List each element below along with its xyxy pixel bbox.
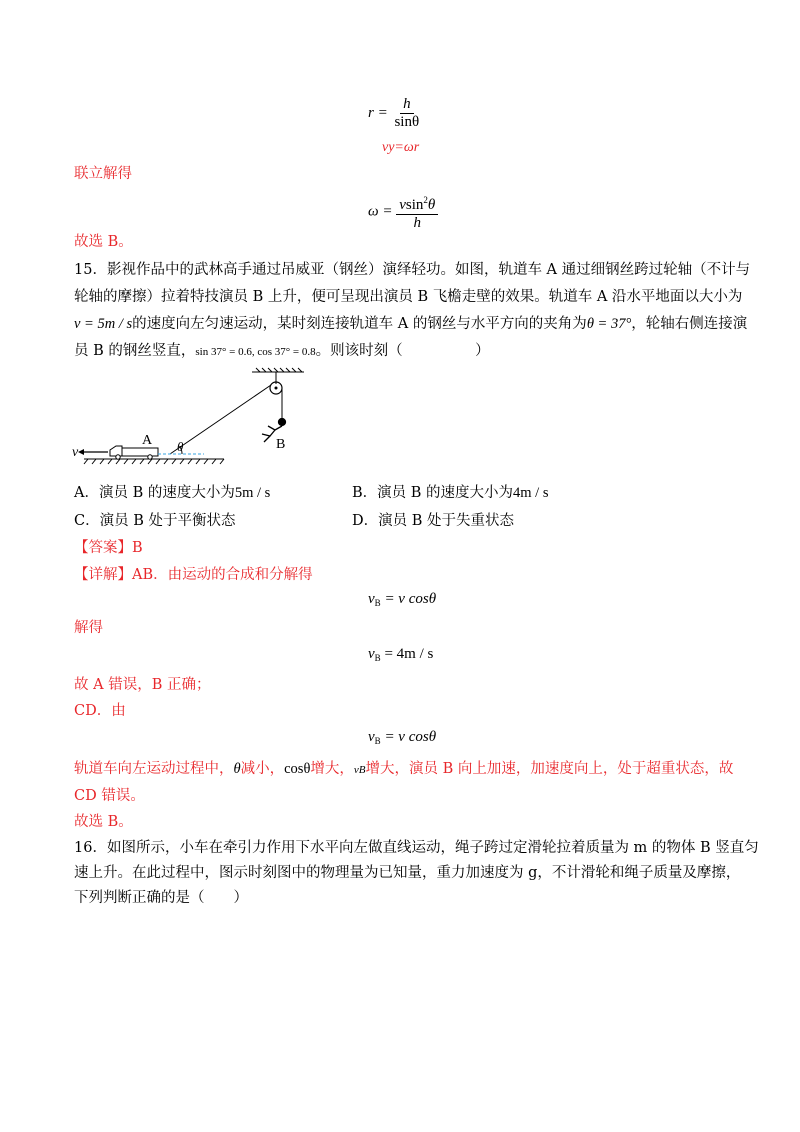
cd-line1-mid1: 减小， <box>240 761 285 777</box>
pulley-axle <box>275 387 278 390</box>
a-wrong-text: 故 A 错误，B 正确； <box>74 677 211 693</box>
option-c: C．演员 B 处于平衡状态 <box>74 513 236 529</box>
detail-text: 【详解】AB．由运动的合成和分解得 <box>74 567 313 583</box>
q16-line1: 16．如图所示，小车在牵引力作用下水平向左做直线运动，绳子跨过定滑轮拉着质量为 m 的物体 B 竖直匀 <box>74 840 759 856</box>
q16-line2: 速上升。在此过程中，图示时刻图中的物理量为已知量，重力加速度为 g，不计滑轮和绳子质量及摩擦， <box>74 865 741 881</box>
q15-speed: v = 5m / s <box>74 316 133 332</box>
eq-omega-lhs: ω = <box>368 203 393 220</box>
q15-line4-tail: 。则该时刻（ ） <box>315 343 490 359</box>
q15-figure <box>70 366 310 476</box>
eq-omega-theta: θ <box>427 197 436 213</box>
option-a-value: 5m / s <box>234 485 271 501</box>
q15-line3 <box>74 314 747 334</box>
eq-r-fraction <box>391 96 422 131</box>
cd-cos: cosθ <box>284 761 311 777</box>
label-theta: θ <box>177 439 184 454</box>
cd-line1-pre: 轨道车向左运动过程中， <box>74 761 234 777</box>
cd-explanation-line1 <box>74 759 733 780</box>
eq-omega-v: v <box>399 197 406 213</box>
equation-vb-3 <box>368 729 436 746</box>
rope-to-car <box>170 385 271 454</box>
q15-angle: θ = 37° <box>586 316 632 332</box>
cd-you-text: CD．由 <box>74 703 126 719</box>
label-a: A <box>142 433 153 448</box>
q15-line2: 轮轴的摩擦）拉着特技演员 B 上升，便可呈现出演员 B 飞檐走壁的效果。轨道车 A 沿水平地面以大小为 <box>74 289 743 305</box>
eq-vb3-v: v <box>368 729 375 745</box>
q16-line3: 下列判断正确的是（ ） <box>74 890 248 906</box>
eq-vb3-sub: B <box>374 736 381 746</box>
velocity-arrowhead <box>78 449 84 455</box>
cd-theta: θ <box>233 761 241 777</box>
eq-r-denominator: sinθ <box>394 114 420 130</box>
eq-vb2-sub: B <box>374 653 381 663</box>
ceiling-support <box>252 368 304 384</box>
eq-omega-exp: 2 <box>423 195 428 205</box>
label-b: B <box>276 437 286 452</box>
q15-line3-text: 的速度向左匀速运动，某时刻连接轨道车 A 的钢丝与水平方向的夹角为 <box>132 316 587 332</box>
option-b-value: 4m / s <box>513 485 549 501</box>
eq-vb1-sub: B <box>374 598 381 608</box>
eq-vb1-v: v <box>368 591 375 607</box>
cd-vb: vB <box>353 764 366 776</box>
label-v: v <box>72 445 79 460</box>
eq-omega-numerator <box>396 192 438 215</box>
option-a-text: A．演员 B 的速度大小为 <box>74 485 235 501</box>
option-b <box>352 483 548 503</box>
eq-r-lhs: r = <box>368 104 388 121</box>
choose-b-1: 故选 B。 <box>74 234 133 250</box>
q15-line3-tail: ，轮轴右侧连接演 <box>631 316 748 332</box>
equation-vb-1 <box>368 591 436 608</box>
q15-line4 <box>74 341 490 362</box>
q15-line1: 15．影视作品中的武林高手通过吊威亚（钢丝）演绎轻功。如图，轨道车 A 通过细钢丝跨过轮轴（不计与 <box>74 262 751 278</box>
option-a <box>74 483 270 503</box>
equation-vb-2 <box>368 646 433 663</box>
q15-line4-pre: 员 B 的钢丝竖直， <box>74 343 196 359</box>
jiede-text: 解得 <box>74 620 103 636</box>
answer-label: 【答案】B <box>74 540 143 556</box>
equation-omega <box>368 192 438 232</box>
cd-line1-tail: 增大，演员 B 向上加速，加速度向上，处于超重状态，故 <box>365 761 734 777</box>
option-d: D．演员 B 处于失重状态 <box>352 513 514 529</box>
option-b-text: B．演员 B 的速度大小为 <box>352 485 514 501</box>
eq-omega-denominator: h <box>413 215 421 231</box>
choose-b-2: 故选 B。 <box>74 814 133 830</box>
eq-vb1-rhs: = v cosθ <box>384 591 437 607</box>
q15-trig-values: sin 37° = 0.6, cos 37° = 0.8 <box>195 346 316 358</box>
lianli-text: 联立解得 <box>74 166 132 182</box>
eq-omega-sin: sin <box>405 197 424 213</box>
ground <box>84 459 224 464</box>
equation-r <box>368 96 422 131</box>
eq-vb2-v: v <box>368 646 375 662</box>
cd-line1-mid2: 增大， <box>310 761 354 777</box>
eq-omega-fraction <box>396 192 438 232</box>
eq-vb3-rhs: = v cosθ <box>384 729 437 745</box>
eq-vb2-rhs: = 4m / s <box>384 646 434 662</box>
eq-r-numerator: h <box>400 96 414 114</box>
equation-vy: vy=ωr <box>382 140 420 155</box>
cd-explanation-line2: CD 错误。 <box>74 788 145 804</box>
